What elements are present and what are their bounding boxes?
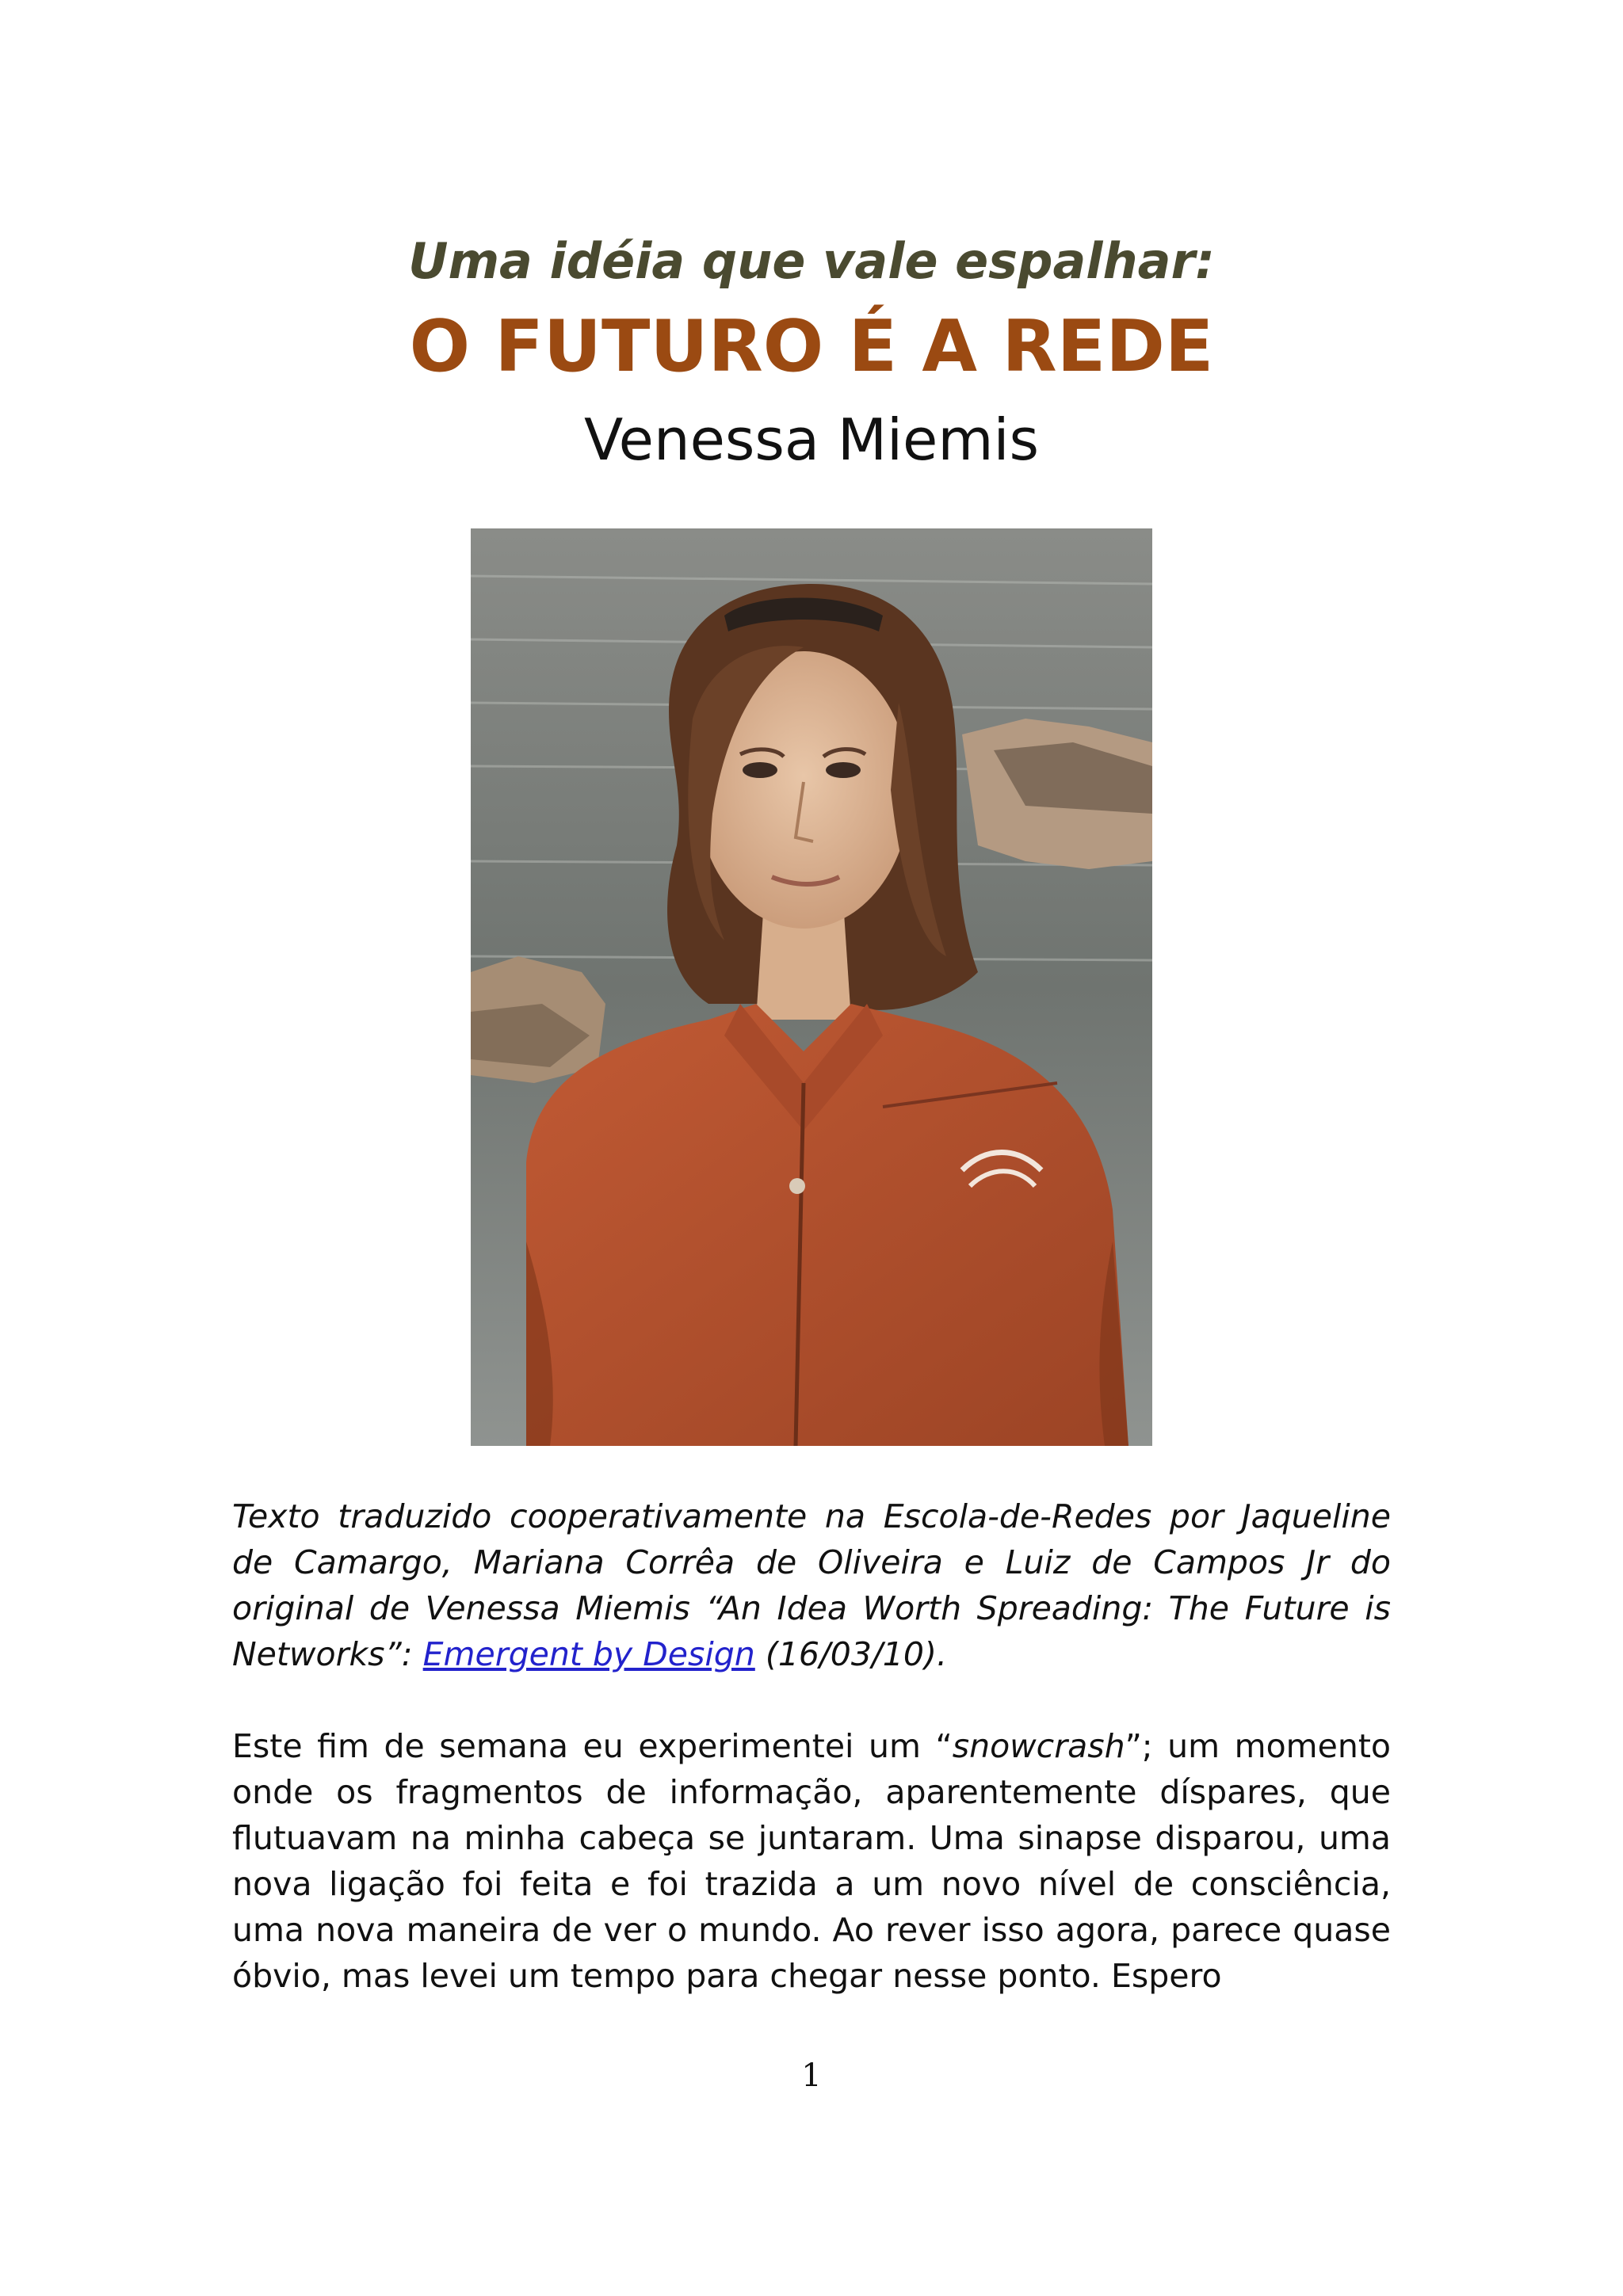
emergent-by-design-link[interactable]: Emergent by Design — [422, 1635, 755, 1673]
credit-text-start: Texto traduzido cooperativamente na Escola-de-Redes por Jaqueline de Camargo, Mariana Corrêa de Oliveira e Luiz de Campos Jr do original de Venessa Miemis “An Idea Worth Spreading: The Future is Networks”: — [232, 1497, 1391, 1673]
author-name: Venessa Miemis — [584, 406, 1039, 473]
credit-text-end: (16/03/10). — [754, 1635, 947, 1673]
document-subtitle: Uma idéia que vale espalhar: — [408, 232, 1215, 290]
snowcrash-term: snowcrash — [952, 1727, 1125, 1765]
page-number: 1 — [801, 2058, 822, 2094]
document-title: O FUTURO É A REDE — [409, 305, 1214, 388]
body-text-start: Este fim de semana eu experimentei um “ — [232, 1727, 953, 1765]
body-text-rest: ”; um momento onde os fragmentos de informação, aparentemente díspares, que flutuavam na minha cabeça se juntaram. Uma sinapse disparou, uma nova ligação foi feita e foi trazida a um novo nível de consciência, uma nova maneira de ver o mundo. Ao rever isso agora, parece quase óbvio, mas levei um tempo para chegar nesse ponto. Espero — [232, 1727, 1391, 1995]
body-paragraph — [232, 1723, 1391, 1999]
translation-credit — [232, 1493, 1391, 1677]
author-photo — [471, 528, 1152, 1446]
